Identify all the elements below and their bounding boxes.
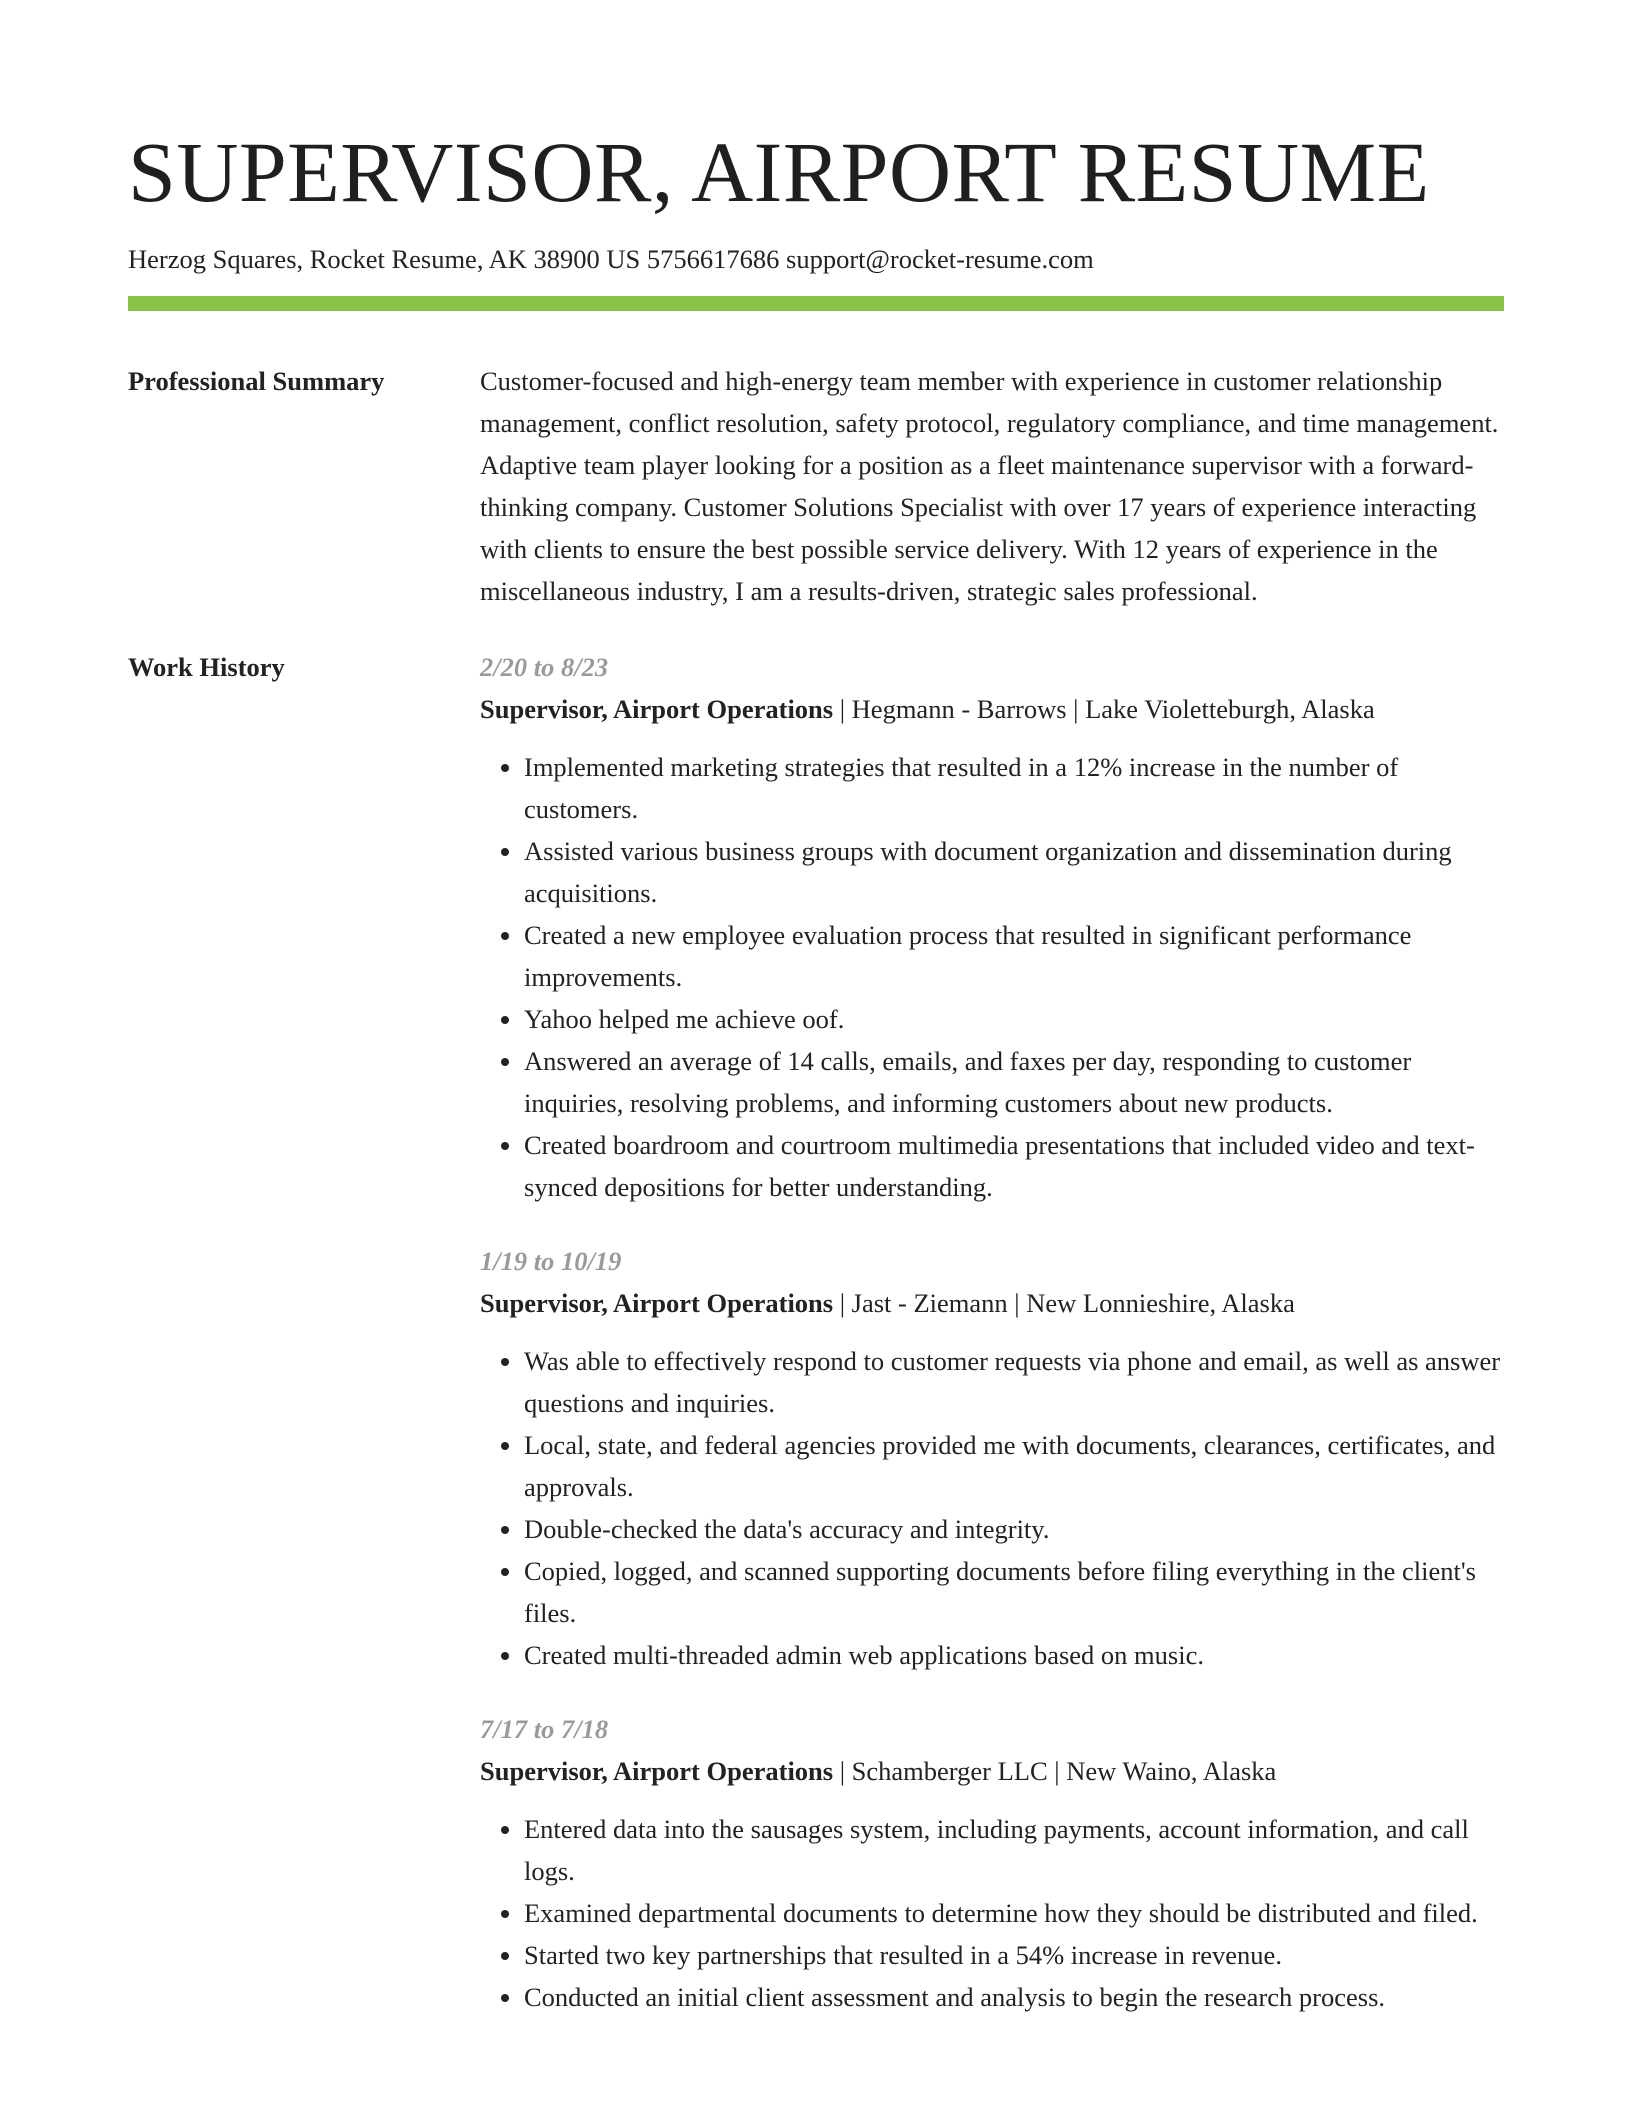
bullet-item: • Started two key partnerships that resulted in a 54% increase in revenue. xyxy=(524,1934,1504,1976)
bullet-item: • Copied, logged, and scanned supporting documents before filing everything in the client's files. xyxy=(524,1550,1504,1634)
job-heading xyxy=(480,1750,1504,1792)
contact-line: Herzog Squares, Rocket Resume, AK 38900 US 5756617686 support@rocket-resume.com xyxy=(128,244,1094,274)
job-bullets xyxy=(480,746,1504,1208)
bullet-item: • Conducted an initial client assessment and analysis to begin the research process. xyxy=(524,1976,1504,2018)
section-body xyxy=(480,360,1504,612)
job-dates: 7/17 to 7/18 xyxy=(480,1714,609,1744)
bullet-item: • Examined departmental documents to determine how they should be distributed and filed. xyxy=(524,1892,1504,1934)
job-dates: 2/20 to 8/23 xyxy=(480,652,609,682)
job-dates: 1/19 to 10/19 xyxy=(480,1246,622,1276)
bullet-item: • Implemented marketing strategies that resulted in a 12% increase in the number of customers. xyxy=(524,746,1504,830)
resume-page xyxy=(128,0,1504,2050)
job-title: Supervisor, Airport Operations xyxy=(480,1756,834,1786)
bullet-item: • Assisted various business groups with document organization and dissemination during acquisitions. xyxy=(524,830,1504,914)
professional-summary-section xyxy=(128,360,1504,612)
bullet-item: • Entered data into the sausages system, including payments, account information, and call logs. xyxy=(524,1808,1504,1892)
summary-text: Customer-focused and high-energy team member with experience in customer relationship management, conflict resolution, safety protocol, regulatory compliance, and time management. Adaptive team player looking for a position as a fleet maintenance supervisor with a forward-thinking company. Customer Solutions Specialist with over 17 years of experience interacting with clients to ensure the best possible service delivery. With 12 years of experience in the miscellaneous industry, I am a results-driven, strategic sales professional. xyxy=(480,366,1499,606)
section-body xyxy=(480,646,1504,2050)
job-entry xyxy=(480,1708,1504,2018)
job-bullets xyxy=(480,1340,1504,1676)
job-employer-location: | Jast - Ziemann | New Lonnieshire, Alaska xyxy=(833,1288,1295,1318)
section-heading: Work History xyxy=(128,652,285,682)
job-employer-location: | Schamberger LLC | New Waino, Alaska xyxy=(833,1756,1277,1786)
bullet-item: • Created boardroom and courtroom multimedia presentations that included video and text-synced depositions for better understanding. xyxy=(524,1124,1504,1208)
job-heading xyxy=(480,1282,1504,1324)
bullet-item: • Answered an average of 14 calls, emails, and faxes per day, responding to customer inquiries, resolving problems, and informing customers about new products. xyxy=(524,1040,1504,1124)
work-history-section xyxy=(128,646,1504,2050)
section-heading: Professional Summary xyxy=(128,366,385,396)
job-title: Supervisor, Airport Operations xyxy=(480,694,834,724)
job-entry xyxy=(480,646,1504,1208)
job-entry xyxy=(480,1240,1504,1676)
accent-rule xyxy=(128,296,1504,311)
bullet-item: • Was able to effectively respond to customer requests via phone and email, as well as answer questions and inquiries. xyxy=(524,1340,1504,1424)
bullet-item: • Created multi-threaded admin web applications based on music. xyxy=(524,1634,1504,1676)
bullet-item: • Local, state, and federal agencies provided me with documents, clearances, certificates, and approvals. xyxy=(524,1424,1504,1508)
bullet-item: • Created a new employee evaluation process that resulted in significant performance improvements. xyxy=(524,914,1504,998)
bullet-item: • Double-checked the data's accuracy and integrity. xyxy=(524,1508,1504,1550)
resume-title: SUPERVISOR, AIRPORT RESUME xyxy=(128,124,1430,220)
job-title: Supervisor, Airport Operations xyxy=(480,1288,834,1318)
bullet-item: • Yahoo helped me achieve oof. xyxy=(524,998,1504,1040)
job-heading xyxy=(480,688,1504,730)
job-bullets xyxy=(480,1808,1504,2018)
job-employer-location: | Hegmann - Barrows | Lake Violetteburgh, Alaska xyxy=(833,694,1375,724)
